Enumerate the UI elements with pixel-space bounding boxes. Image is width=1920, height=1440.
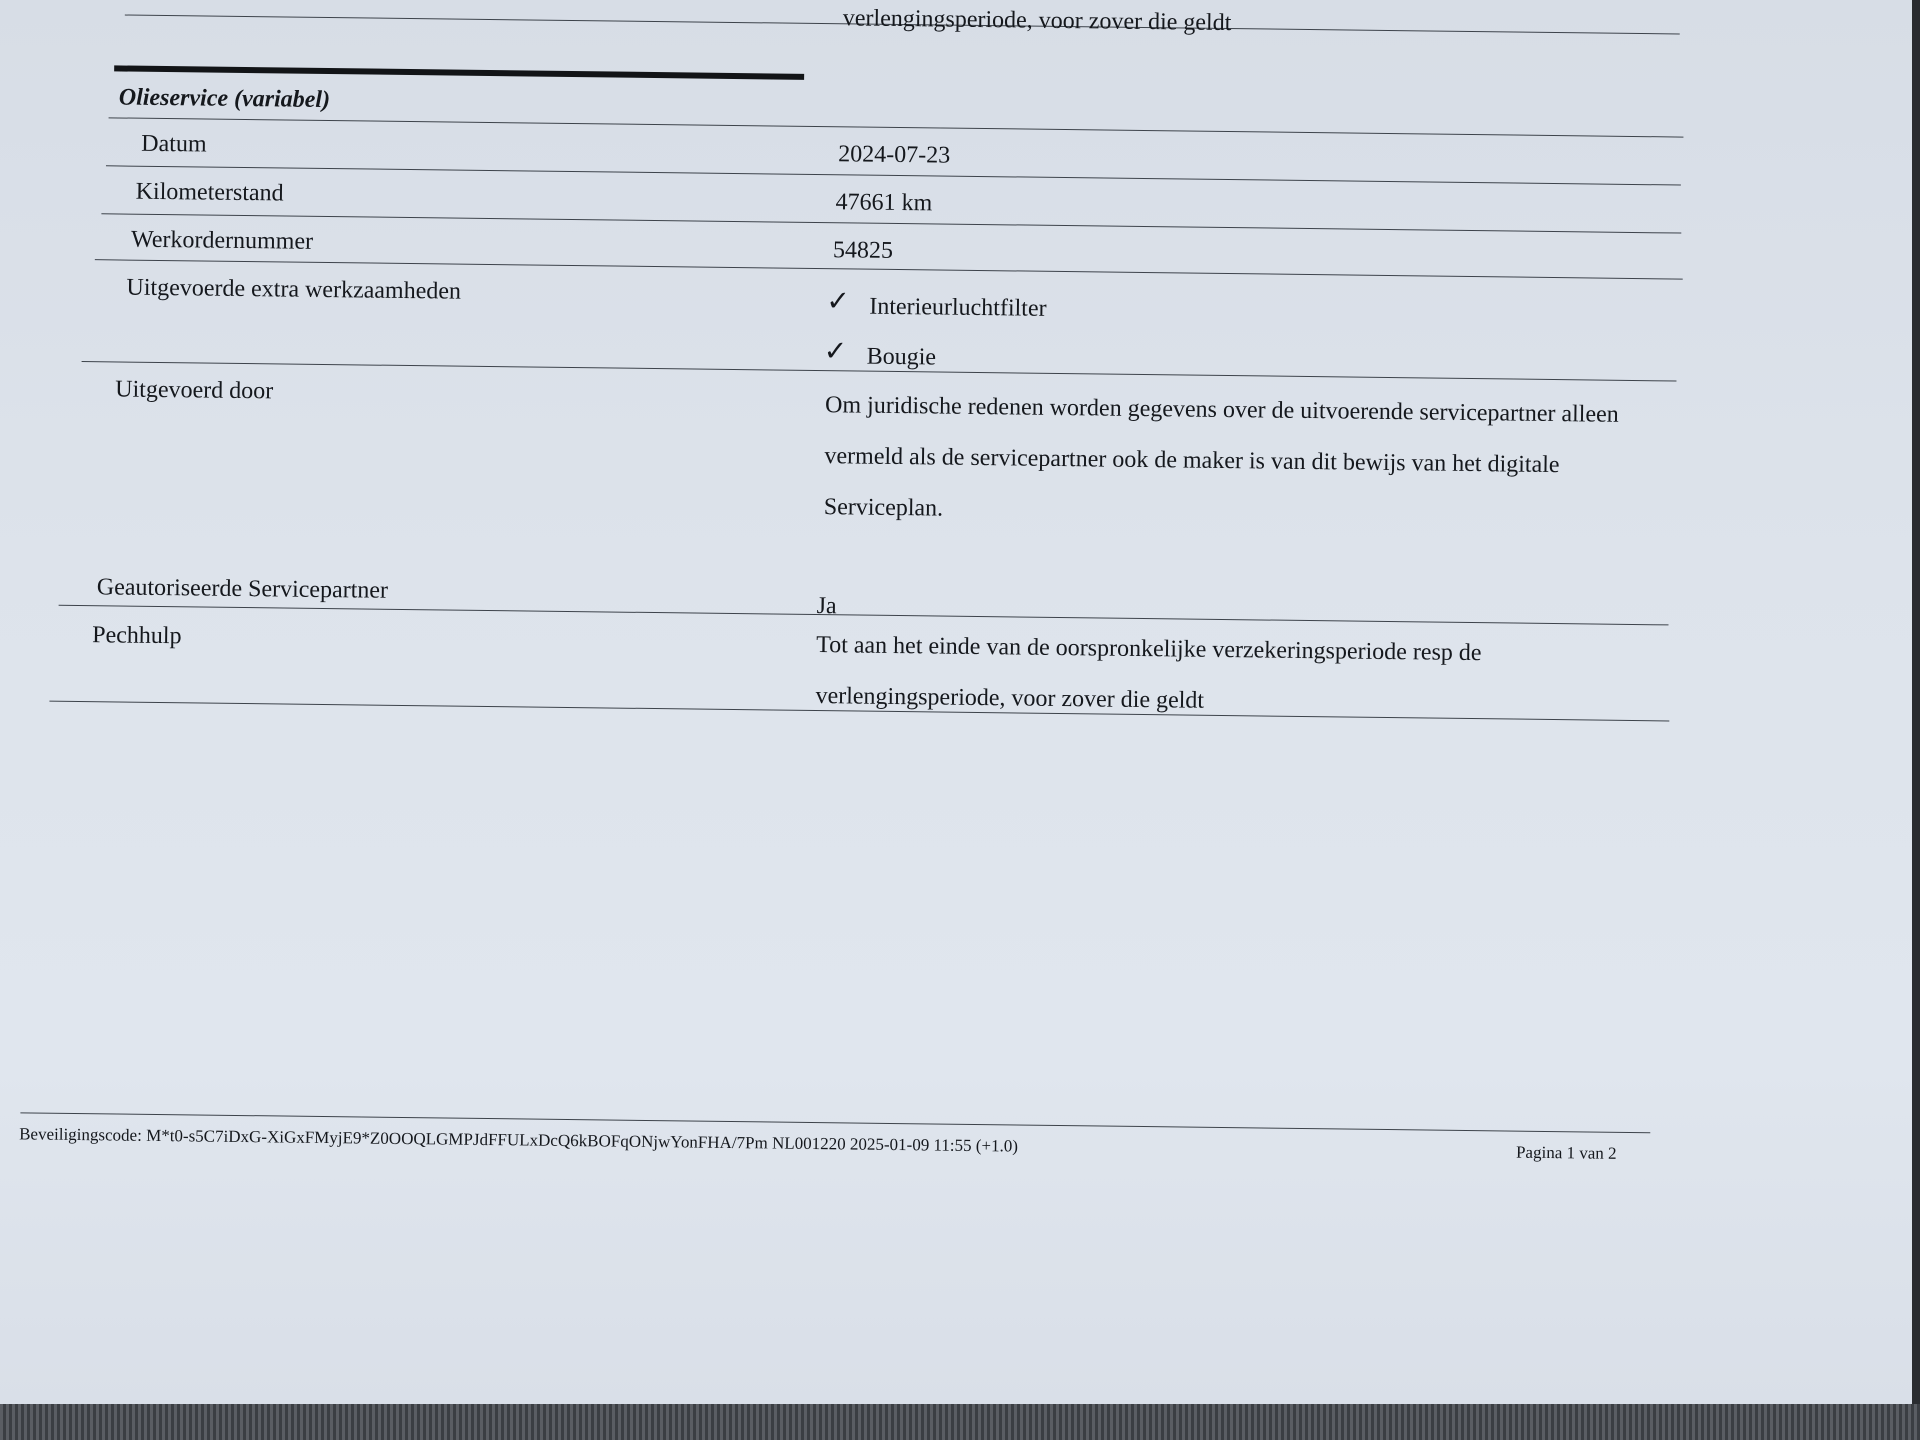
row-value-kilometerstand: 47661 km: [835, 189, 933, 217]
row-label-extra-work: Uitgevoerde extra werkzaamheden: [126, 274, 462, 305]
row-value-datum: 2024-07-23: [838, 141, 951, 169]
security-code: Beveiligingscode: M*t0-s5C7iDxG-XiGxFMyjE9*Z0OOQLGMPJdFFULxDcQ6kBOFqONjwYonFHA/7Pm NL001220 2025-01-09 11:55 (+1.0): [19, 1124, 1019, 1156]
extra-work-item: Interieurluchtfilter: [869, 293, 1047, 322]
page-number: Pagina 1 van 2: [1515, 1142, 1617, 1163]
check-icon: ✓: [826, 284, 851, 318]
row-label-performed-by: Uitgevoerd door: [115, 376, 274, 405]
top-fragment-text: verlengingsperiode, voor zover die geldt: [842, 5, 1232, 37]
check-icon: ✓: [823, 334, 848, 368]
section-header-bar: [114, 65, 804, 79]
row-label-roadside: Pechhulp: [92, 622, 182, 650]
roadside-value: Tot aan het einde van de oorspronkelijke verzekeringsperiode resp de verlengingsperiode, voor zover die geldt: [815, 632, 1482, 714]
extra-work-item: Bougie: [866, 343, 937, 371]
row-label-werkordernummer: Werkordernummer: [130, 226, 314, 255]
row-rule: [109, 117, 1684, 137]
row-label-authorized-partner: Geautoriseerde Servicepartner: [96, 574, 389, 604]
row-label-kilometerstand: Kilometerstand: [135, 178, 284, 207]
row-value-werkordernummer: 54825: [832, 237, 894, 264]
row-label-datum: Datum: [141, 130, 207, 158]
paper-stack-edge: [0, 1404, 1920, 1440]
authorized-partner-value: Ja: [816, 593, 837, 620]
section-title: Olieservice (variabel): [118, 84, 331, 114]
performed-by-value: Om juridische redenen worden gegevens over de uitvoerende servicepartner alleen vermeld als de servicepartner ook de maker is van dit bewijs van het digitale Serviceplan.: [823, 392, 1619, 522]
